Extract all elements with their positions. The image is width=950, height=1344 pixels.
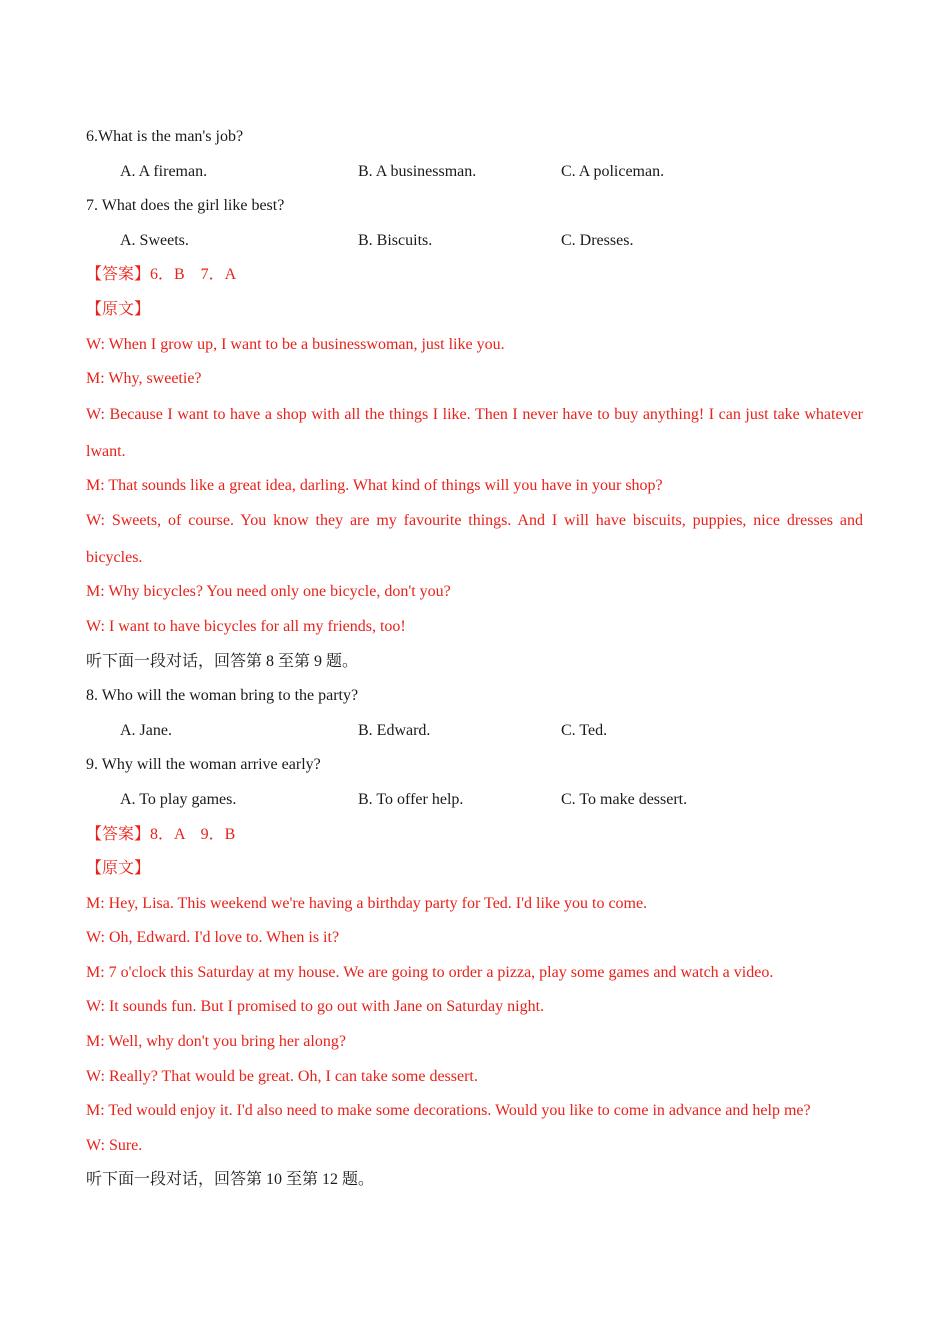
question-7: 7. What does the girl like best? <box>86 197 285 215</box>
dialogue-line: W: When I grow up, I want to be a businesswoman, just like you. <box>86 335 505 353</box>
dialogue-line: W: I want to have bicycles for all my friends, too! <box>86 617 406 635</box>
answer-key-2: 【答案】8．A 9．B <box>86 825 236 843</box>
option-a: A. To play games. <box>120 790 237 808</box>
question-6: 6.What is the man's job? <box>86 128 244 145</box>
dialogue-line: W: Really? That would be great. Oh, I can take some dessert. <box>86 1067 478 1085</box>
question-9: 9. Why will the woman arrive early? <box>86 756 321 774</box>
option-a: A. A fireman. <box>120 162 208 180</box>
dialogue-line: M: Why bicycles? You need only one bicycle, don't you? <box>86 583 451 601</box>
question-9-options <box>86 783 863 818</box>
transcript-label-1: 【原文】 <box>86 300 151 318</box>
option-b: B. To offer help. <box>358 790 464 808</box>
dialogue-line: W: Oh, Edward. I'd love to. When is it? <box>86 929 340 947</box>
question-8: 8. Who will the woman bring to the party? <box>86 687 359 705</box>
question-8-options <box>86 714 863 749</box>
option-a: A. Jane. <box>120 721 172 739</box>
answer-key-1: 【答案】6．B 7．A <box>86 266 237 284</box>
option-b: B. Edward. <box>358 721 431 739</box>
dialogue-line: W: Because I want to have a shop with all the things I like. Then I never have to buy anything! I can just take whatever lwant. <box>86 405 863 460</box>
question-6-options <box>86 155 863 190</box>
section-instruction-2: 听下面一段对话，回答第 10 至第 12 题。 <box>86 1171 375 1189</box>
dialogue-line: W: It sounds fun. But I promised to go out with Jane on Saturday night. <box>86 998 545 1016</box>
dialogue-line: M: Why, sweetie? <box>86 370 202 388</box>
dialogue-line: M: That sounds like a great idea, darling. What kind of things will you have in your shop? <box>86 476 663 494</box>
document-content <box>86 120 863 1198</box>
option-c: C. A policeman. <box>561 162 665 180</box>
dialogue-line: W: Sure. <box>86 1136 143 1154</box>
section-instruction-1: 听下面一段对话，回答第 8 至第 9 题。 <box>86 652 359 670</box>
dialogue-line: W: Sweets, of course. You know they are my favourite things. And I will have biscuits, puppies, nice dresses and bicycles. <box>86 512 863 567</box>
dialogue-line: M: Hey, Lisa. This weekend we're having a birthday party for Ted. I'd like you to come. <box>86 894 648 912</box>
option-c: C. To make dessert. <box>561 790 688 808</box>
dialogue-line: M: Ted would enjoy it. I'd also need to make some decorations. Would you like to come in advance and help me? <box>86 1102 811 1120</box>
option-a: A. Sweets. <box>120 231 189 249</box>
dialogue-line: M: Well, why don't you bring her along? <box>86 1033 346 1051</box>
option-b: B. Biscuits. <box>358 231 433 249</box>
dialogue-line: M: 7 o'clock this Saturday at my house. We are going to order a pizza, play some games and watch a video. <box>86 963 774 981</box>
option-c: C. Ted. <box>561 721 608 739</box>
option-c: C. Dresses. <box>561 231 634 249</box>
transcript-label-2: 【原文】 <box>86 860 151 878</box>
option-b: B. A businessman. <box>358 162 477 180</box>
question-7-options <box>86 224 863 259</box>
